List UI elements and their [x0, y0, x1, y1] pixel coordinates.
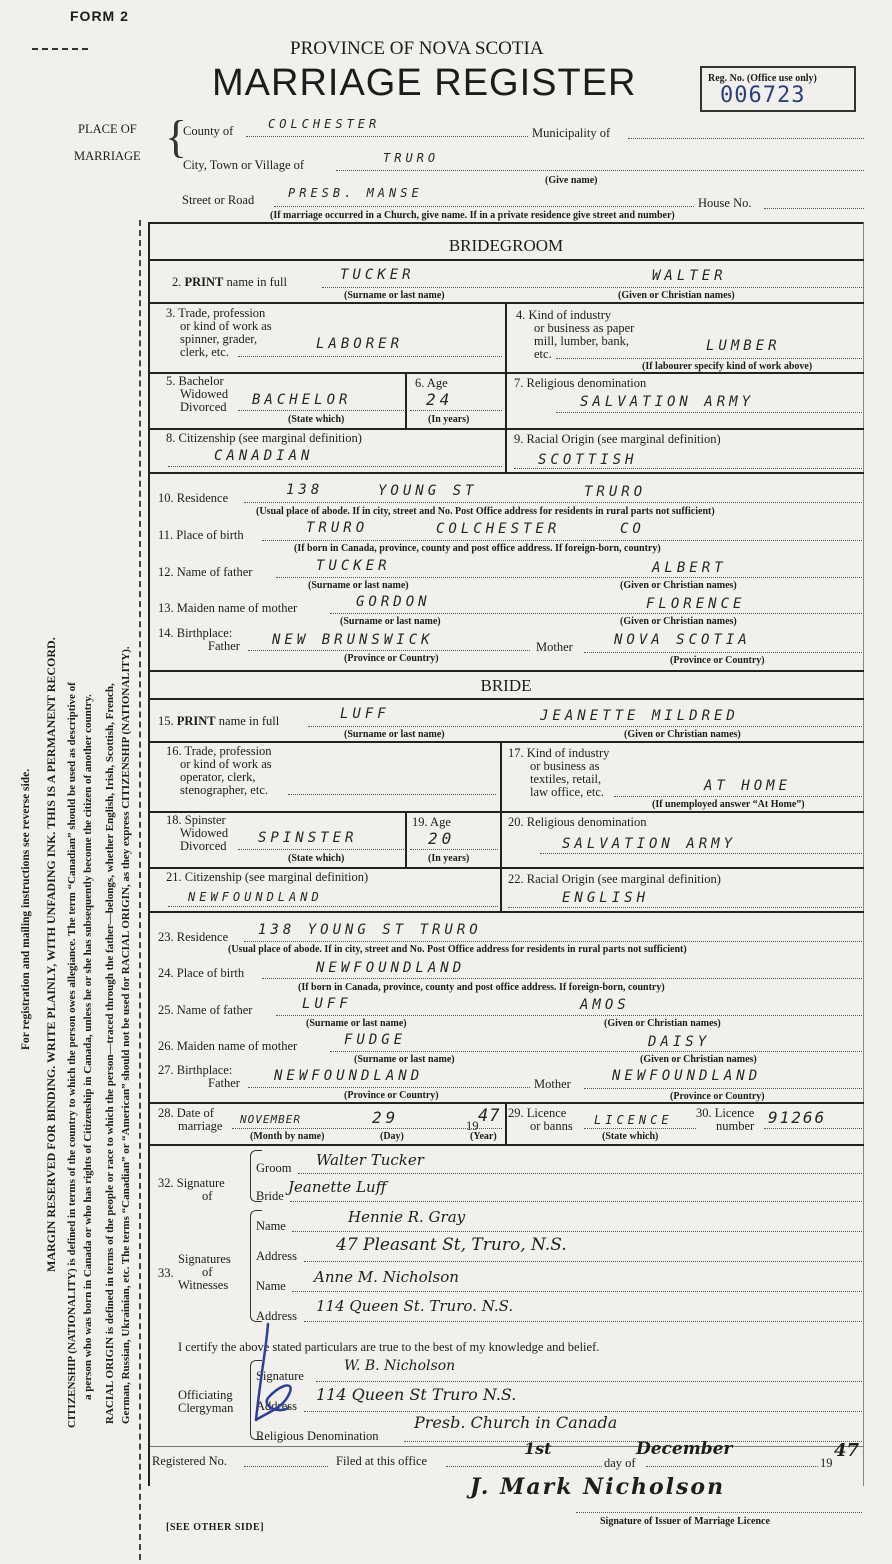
rule: [150, 1102, 864, 1104]
line: [646, 1466, 818, 1467]
caption: (Province or Country): [344, 1090, 439, 1101]
groom-given-names: WALTER: [652, 268, 727, 284]
reg-number-value: 006723: [720, 83, 806, 108]
groom-mother-surname: GORDON: [356, 594, 431, 610]
margin-text-4: a person who was born in Canada or who has rights of Citizenship in Canada, unless he or she has subsequently become the citizen of another country.: [82, 694, 94, 1400]
line: [290, 1201, 862, 1202]
caption: (If unemployed answer “At Home”): [652, 799, 805, 810]
label: or business as: [530, 759, 600, 773]
caption: Signature of Issuer of Marriage Licence: [600, 1516, 770, 1527]
line: [244, 1466, 328, 1467]
label: Divorced: [180, 400, 227, 414]
caption: (Surname or last name): [344, 729, 445, 740]
street-label: Street or Road: [182, 193, 255, 207]
line: [304, 1411, 862, 1412]
caption: (Province or Country): [344, 653, 439, 664]
line: [292, 1291, 862, 1292]
rule: [150, 741, 864, 743]
line: [556, 358, 862, 359]
line: [248, 1087, 530, 1088]
line: [584, 1128, 696, 1129]
certification-statement: I certify the above stated particulars are true to the best of my knowledge and belief.: [178, 1340, 600, 1354]
margin-text-5: RACIAL ORIGIN is defined in terms of the people or race to which the person—traced through the father—belongs, whether English, Irish, Scottish, French,: [104, 683, 116, 1424]
label: or kind of work as: [180, 757, 272, 771]
line: [248, 650, 530, 651]
groom-residence-town: TRURO: [584, 484, 647, 500]
caption: (Given or Christian names): [624, 729, 741, 740]
label: of: [202, 1189, 213, 1203]
line: [168, 466, 502, 467]
caption: (If born in Canada, province, county and post office address. If foreign-born, country): [298, 982, 665, 993]
groom-racial-origin: SCOTTISH: [538, 452, 638, 468]
groom-father-surname: TUCKER: [316, 558, 391, 574]
label: 28. Date of: [158, 1106, 214, 1120]
rule: [150, 911, 864, 913]
rule: [150, 372, 864, 374]
label: 12. Name of father: [158, 565, 253, 579]
groom-birthplace-county: COLCHESTER: [436, 521, 561, 537]
bride-age: 20: [428, 829, 456, 848]
filed-day: 1st: [524, 1439, 552, 1458]
label: 8. Citizenship (see marginal definition): [166, 431, 362, 445]
label: Father: [208, 639, 240, 653]
line: [540, 853, 862, 854]
bride-name-label: 15. PRINT name in full: [158, 714, 280, 728]
label: 11. Place of birth: [158, 528, 244, 542]
line: [584, 652, 862, 653]
caption: (Province or Country): [670, 655, 765, 666]
caption: (In years): [428, 853, 470, 864]
label: Father: [208, 1076, 240, 1090]
caption: (Surname or last name): [308, 580, 409, 591]
label: or business as paper: [534, 321, 635, 335]
line: [168, 906, 498, 907]
rule: [150, 670, 864, 672]
label: of: [202, 1265, 213, 1279]
divider: [500, 741, 502, 811]
filed-month: December: [636, 1439, 733, 1459]
line: [298, 1173, 862, 1174]
clergyman-address: 114 Queen St Truro N.S.: [316, 1385, 517, 1404]
caption: (Day): [380, 1131, 404, 1142]
line: [232, 1128, 502, 1129]
bride-heading: BRIDE: [480, 676, 532, 695]
label: Clergyman: [178, 1401, 234, 1415]
street-note: (If marriage occurred in a Church, give name. If in a private residence give street and number): [270, 210, 675, 221]
see-other-side: [SEE OTHER SIDE]: [166, 1522, 265, 1533]
line: [576, 1512, 862, 1513]
label: Registered No.: [152, 1454, 227, 1468]
label: or kind of work as: [180, 319, 272, 333]
bride-mother-surname: FUDGE: [344, 1032, 407, 1048]
label: 21. Citizenship (see marginal definition): [166, 870, 369, 884]
label: 30. Licence: [696, 1106, 755, 1120]
label: Signatures: [178, 1252, 231, 1266]
rule: [150, 1446, 864, 1447]
clergyman-denomination: Presb. Church in Canada: [414, 1413, 618, 1432]
divider: [500, 867, 502, 911]
rule: [150, 811, 864, 813]
rule: [150, 698, 864, 700]
bride-mother-birthplace: NEWFOUNDLAND: [612, 1068, 762, 1084]
line: [614, 796, 862, 797]
label: Address: [256, 1249, 297, 1263]
groom-industry: LUMBER: [706, 338, 781, 354]
caption: (Year): [470, 1131, 497, 1142]
label: 14. Birthplace:: [158, 626, 233, 640]
groom-mother-given: FLORENCE: [646, 596, 746, 612]
street-line: [274, 206, 694, 207]
marriage-month: NOVEMBER: [240, 1113, 301, 1126]
label: 29. Licence: [508, 1106, 567, 1120]
groom-religion: SALVATION ARMY: [580, 394, 755, 410]
caption: (Given or Christian names): [618, 290, 735, 301]
divider: [505, 428, 507, 472]
label: Officiating: [178, 1388, 233, 1402]
caption: (If born in Canada, province, county and post office address. If foreign-born, country): [294, 543, 661, 554]
label: 32. Signature: [158, 1176, 225, 1190]
county-value: COLCHESTER: [268, 117, 381, 131]
label: marriage: [178, 1119, 223, 1133]
city-value: TRURO: [383, 151, 440, 165]
label: Mother: [534, 1077, 571, 1091]
divider: [505, 1102, 507, 1144]
marriage-label: MARRIAGE: [74, 149, 141, 163]
margin-text-3: CITIZENSHIP (NATIONALITY) is defined in terms of the country to which the person owes allegiance. The term “Canadian” should be used as descriptive of: [66, 682, 78, 1428]
line: [292, 1231, 862, 1232]
groom-mother-birthplace: NOVA SCOTIA: [614, 632, 751, 648]
line: [238, 849, 404, 850]
line: [764, 1128, 862, 1129]
label: 5. Bachelor: [166, 374, 224, 388]
bride-signature: Jeanette Luff: [288, 1178, 387, 1196]
issuer-signature: J. Mark Nicholson: [470, 1474, 726, 1500]
divider: [500, 811, 502, 867]
label: etc.: [534, 347, 552, 361]
caption: (Province or Country): [670, 1091, 765, 1102]
bride-religion: SALVATION ARMY: [562, 836, 737, 852]
bride-racial-origin: ENGLISH: [562, 890, 650, 906]
label: 26. Maiden name of mother: [158, 1039, 298, 1053]
caption: (State which): [288, 853, 345, 864]
line: [308, 726, 862, 727]
binding-margin-line: [139, 220, 141, 1560]
label: Mother: [536, 640, 573, 654]
label: 4. Kind of industry: [516, 308, 612, 322]
divider: [505, 372, 507, 428]
city-label: City, Town or Village of: [183, 158, 305, 172]
label: 17. Kind of industry: [508, 746, 610, 760]
groom-citizenship: CANADIAN: [214, 448, 314, 464]
groom-signature: Walter Tucker: [316, 1151, 424, 1169]
groom-father-given: ALBERT: [652, 560, 727, 576]
bride-surname: LUFF: [340, 706, 390, 722]
label: 16. Trade, profession: [166, 744, 272, 758]
filed-year: 47: [834, 1440, 860, 1461]
line: [238, 410, 404, 411]
city-line: [336, 170, 864, 171]
line: [410, 410, 502, 411]
line: [304, 1321, 862, 1322]
bride-father-given: AMOS: [580, 997, 630, 1013]
house-label: House No.: [698, 196, 752, 210]
divider: [405, 811, 407, 867]
caption: (Given or Christian names): [640, 1054, 757, 1065]
line: [244, 941, 862, 942]
witness1-name: Hennie R. Gray: [348, 1208, 466, 1226]
caption: (Surname or last name): [340, 616, 441, 627]
form-number: FORM 2: [70, 8, 129, 24]
caption: (Surname or last name): [354, 1054, 455, 1065]
line: [276, 577, 862, 578]
witness2-address: 114 Queen St. Truro. N.S.: [316, 1297, 514, 1315]
label: 3. Trade, profession: [166, 306, 266, 320]
label: number: [716, 1119, 755, 1133]
licence-number: 91266: [768, 1108, 827, 1127]
line: [304, 1261, 862, 1262]
brace: {: [165, 111, 188, 162]
label: 27. Birthplace:: [158, 1063, 233, 1077]
bride-industry: AT HOME: [704, 778, 792, 794]
label: spinner, grader,: [180, 332, 258, 346]
label: Religious Denomination: [256, 1429, 379, 1443]
reg-number-box: [700, 66, 856, 112]
groom-birthplace-town: TRURO: [306, 520, 369, 536]
caption: (If labourer specify kind of work above): [642, 361, 813, 372]
label: 10. Residence: [158, 491, 229, 505]
label: Filed at this office: [336, 1454, 428, 1468]
label: Name: [256, 1219, 286, 1233]
line: [410, 849, 498, 850]
line: [262, 540, 862, 541]
witness2-name: Anne M. Nicholson: [314, 1268, 459, 1286]
caption: (In years): [428, 414, 470, 425]
caption: (Given or Christian names): [620, 616, 737, 627]
rule: [150, 472, 864, 474]
label: Signature: [256, 1369, 304, 1383]
label: 7. Religious denomination: [514, 376, 647, 390]
groom-father-birthplace: NEW BRUNSWICK: [272, 632, 434, 648]
line: [238, 356, 502, 357]
witness1-address: 47 Pleasant St, Truro, N.S.: [336, 1235, 567, 1255]
give-name-caption: (Give name): [545, 175, 598, 186]
line: [514, 468, 862, 469]
margin-text-2: MARGIN RESERVED FOR BINDING. WRITE PLAINLY, WITH UNFADING INK. THIS IS A PERMANENT RECORD.: [44, 637, 58, 1272]
caption: (Surname or last name): [306, 1018, 407, 1029]
label: Name: [256, 1279, 286, 1293]
label: Groom: [256, 1161, 292, 1175]
divider: [505, 302, 507, 372]
label: 18. Spinster: [166, 813, 226, 827]
bride-birthplace: NEWFOUNDLAND: [316, 960, 466, 976]
label: Widowed: [180, 387, 229, 401]
line: [330, 1051, 862, 1052]
label: stenographer, etc.: [180, 783, 269, 797]
caption: (Surname or last name): [344, 290, 445, 301]
groom-age: 24: [426, 390, 454, 409]
street-value: PRESB. MANSE: [288, 186, 423, 200]
label: day of: [604, 1456, 636, 1470]
house-line: [764, 208, 864, 209]
groom-trade: LABORER: [316, 336, 404, 352]
marriage-day: 29: [372, 1108, 400, 1127]
residence-caption: (Usual place of abode. If in city, street and No. Post Office address for residents in rural parts not sufficient): [228, 944, 687, 955]
line: [446, 1466, 602, 1467]
label: operator, clerk,: [180, 770, 256, 784]
clergyman-signature: W. B. Nicholson: [344, 1358, 456, 1374]
label: 9. Racial Origin (see marginal definition): [514, 432, 721, 446]
licence-or-banns: LICENCE: [594, 1113, 673, 1127]
municipality-label: Municipality of: [532, 126, 611, 140]
bride-father-surname: LUFF: [302, 996, 352, 1012]
line: [244, 502, 862, 503]
label: Divorced: [180, 839, 227, 853]
year-prefix: 19: [820, 1456, 833, 1470]
line: [316, 1381, 862, 1382]
label: or banns: [530, 1119, 573, 1133]
caption: (State which): [602, 1131, 659, 1142]
line: [330, 613, 862, 614]
bride-status: SPINSTER: [258, 830, 358, 846]
marriage-year: 47: [478, 1106, 501, 1126]
bridegroom-heading: BRIDEGROOM: [448, 236, 564, 255]
line: [584, 1088, 862, 1089]
groom-status: BACHELOR: [252, 392, 352, 408]
line: [404, 1441, 862, 1442]
bride-citizenship: NEWFOUNDLAND: [188, 890, 323, 904]
groom-residence-street: YOUNG ST: [378, 483, 478, 499]
rule: [150, 1144, 864, 1146]
line: [288, 794, 496, 795]
label: 20. Religious denomination: [508, 815, 647, 829]
groom-birthplace-co: CO: [620, 521, 645, 537]
groom-residence-number: 138: [286, 482, 324, 498]
label: Address: [256, 1399, 297, 1413]
label: Bride: [256, 1189, 284, 1203]
label: 24. Place of birth: [158, 966, 245, 980]
rule: [150, 302, 864, 304]
page-title: MARRIAGE REGISTER: [212, 62, 637, 104]
groom-surname: TUCKER: [340, 267, 415, 283]
bride-mother-given: DAISY: [648, 1034, 711, 1050]
line: [262, 978, 862, 979]
label: 22. Racial Origin (see marginal definition): [508, 872, 721, 886]
label: mill, lumber, bank,: [534, 334, 629, 348]
label: 23. Residence: [158, 930, 229, 944]
bride-given-names: JEANETTE MILDRED: [540, 708, 739, 724]
label: textiles, retail,: [530, 772, 602, 786]
line: [276, 1015, 862, 1016]
label: Widowed: [180, 826, 229, 840]
label: 13. Maiden name of mother: [158, 601, 298, 615]
place-label: PLACE OF: [78, 122, 137, 136]
bride-residence: 138 YOUNG ST TRURO: [258, 922, 482, 938]
label: Address: [256, 1309, 297, 1323]
label: Witnesses: [178, 1278, 229, 1292]
ink-mark-icon: [238, 1320, 298, 1430]
municipality-line: [628, 138, 864, 139]
label: 6. Age: [415, 376, 448, 390]
line: [322, 287, 864, 288]
county-line: [246, 136, 528, 137]
caption: (Given or Christian names): [604, 1018, 721, 1029]
label: 19. Age: [412, 815, 451, 829]
bride-father-birthplace: NEWFOUNDLAND: [274, 1068, 424, 1084]
year-prefix: 19: [466, 1119, 479, 1133]
province-title: PROVINCE OF NOVA SCOTIA: [290, 38, 544, 59]
divider: [405, 372, 407, 428]
margin-text-6: German, Russian, Ukrainian, etc. The terms “Canadian” or “American” should not be used for RACIAL ORIGIN, as they express CITIZENSHIP (NATIONALITY).: [120, 646, 132, 1424]
margin-text-1: For registration and mailing instructions see reverse side.: [20, 768, 32, 1050]
rule: [150, 428, 864, 430]
label: 33.: [158, 1266, 174, 1280]
caption: (State which): [288, 414, 345, 425]
rule: [150, 259, 864, 261]
corner-mark: [32, 48, 88, 50]
caption: (Month by name): [250, 1131, 325, 1142]
label: law office, etc.: [530, 785, 605, 799]
line: [556, 412, 862, 413]
reg-number-label: Reg. No. (Office use only): [708, 73, 817, 84]
line: [508, 907, 862, 908]
label: 25. Name of father: [158, 1003, 253, 1017]
rule: [150, 867, 864, 869]
caption: (Given or Christian names): [620, 580, 737, 591]
county-label: County of: [183, 124, 234, 138]
residence-caption: (Usual place of abode. If in city, street and No. Post Office address for residents in rural parts not sufficient): [256, 506, 715, 517]
groom-name-label: 2. PRINT name in full: [172, 275, 287, 289]
label: clerk, etc.: [180, 345, 229, 359]
